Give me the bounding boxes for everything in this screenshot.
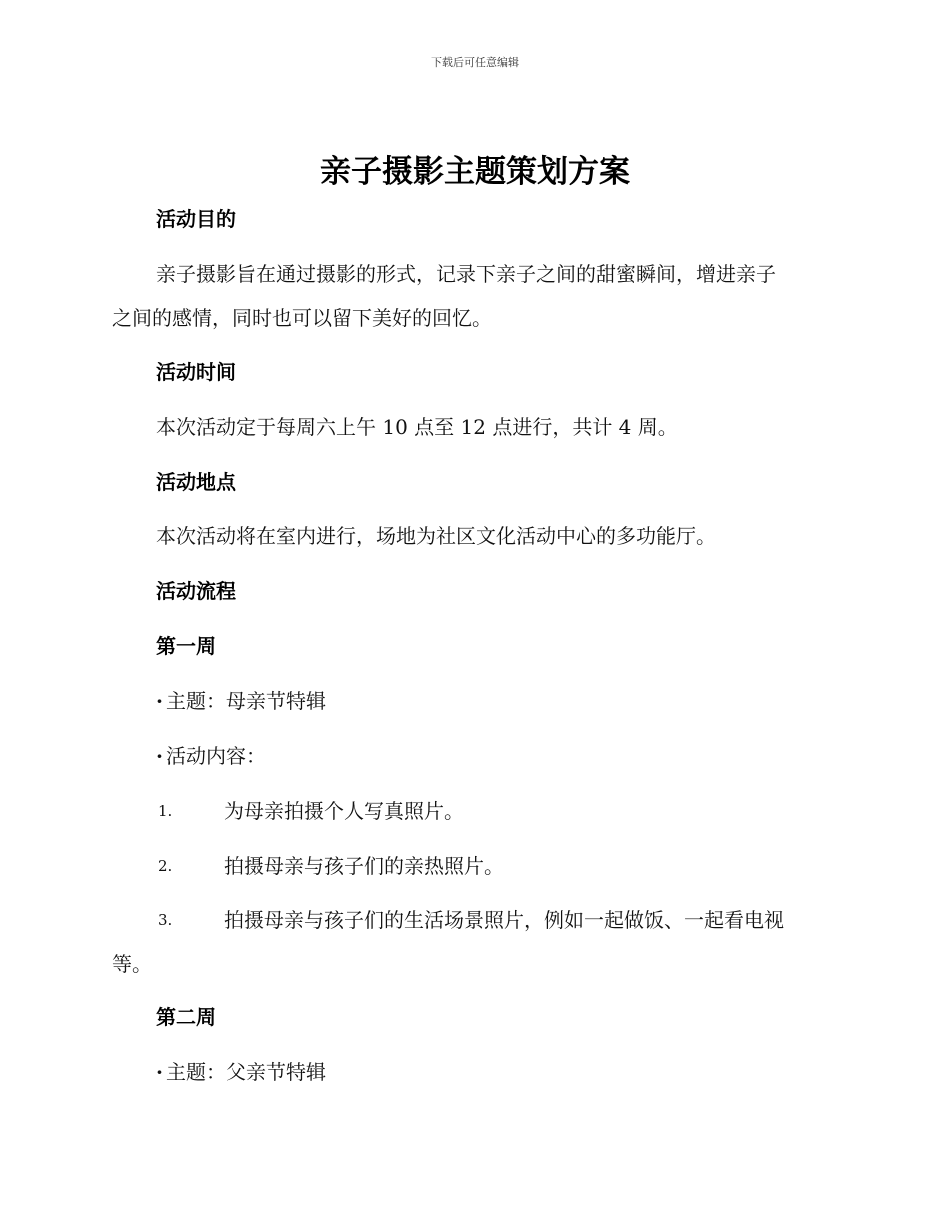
purpose-line-2: 之间的感情，同时也可以留下美好的回忆。 — [112, 306, 492, 330]
week-1-content-label-text: 活动内容： — [166, 744, 266, 768]
purpose-line-1: 亲子摄影旨在通过摄影的形式，记录下亲子之间的甜蜜瞬间，增进亲子 — [156, 262, 776, 286]
week-1-theme-text: 主题：母亲节特辑 — [166, 689, 326, 713]
bullet-marker: · — [156, 1060, 163, 1084]
list-item-number: 2. — [158, 857, 173, 875]
heading-week-1: 第一周 — [156, 634, 216, 658]
heading-time: 活动时间 — [156, 360, 236, 384]
list-item-text: 拍摄母亲与孩子们的生活场景照片，例如一起做饭、一起看电视 — [224, 908, 784, 932]
bullet-marker: · — [156, 689, 163, 713]
time-text: 本次活动定于每周六上午 10 点至 12 点进行，共计 4 周。 — [156, 415, 678, 439]
place-text: 本次活动将在室内进行，场地为社区文化活动中心的多功能厅。 — [156, 524, 716, 548]
list-item-text: 拍摄母亲与孩子们的亲热照片。 — [224, 854, 504, 878]
list-item-number: 1. — [158, 802, 173, 820]
heading-purpose: 活动目的 — [156, 207, 236, 231]
week-1-theme — [156, 687, 326, 715]
heading-place: 活动地点 — [156, 470, 236, 494]
list-item-text: 为母亲拍摄个人写真照片。 — [224, 799, 464, 823]
document-title: 亲子摄影主题策划方案 — [320, 154, 630, 190]
list-item-continuation: 等。 — [112, 952, 152, 976]
week-2-theme — [156, 1058, 326, 1086]
week-1-content-label — [156, 742, 266, 770]
week-2-theme-text: 主题：父亲节特辑 — [166, 1060, 326, 1084]
bullet-marker: · — [156, 744, 163, 768]
heading-week-2: 第二周 — [156, 1005, 216, 1029]
list-item-number: 3. — [158, 911, 173, 929]
header-note: 下载后可任意编辑 — [431, 56, 519, 69]
heading-process: 活动流程 — [156, 579, 236, 603]
